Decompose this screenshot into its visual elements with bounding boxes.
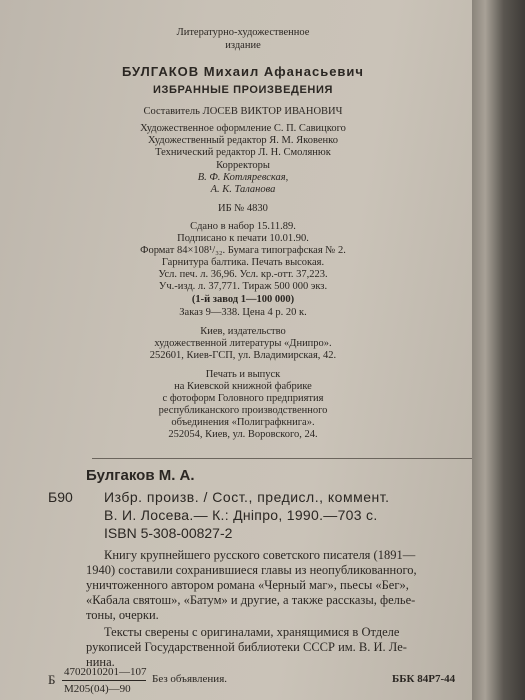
print-spec-line: Уч.-изд. л. 37,771. Тираж 500 000 экз. <box>158 281 328 292</box>
page-edge-shadow <box>472 0 525 700</box>
compiler: Составитель ЛОСЕВ ВИКТОР ИВАНОВИЧ <box>143 106 343 117</box>
catalog-description: В. И. Лосева.— К.: Днiпро, 1990.—703 с. <box>104 507 378 523</box>
publisher-line: Киев, издательство <box>200 326 286 337</box>
publisher-line: художественной литературы «Днипро». <box>154 338 332 349</box>
credit-line: Художественное оформление С. П. Савицкого <box>140 123 346 134</box>
bbk-code: ББК 84Р7-44 <box>392 673 456 685</box>
publisher-line: 252601, Киев-ГСП, ул. Владимирская, 42. <box>149 350 337 361</box>
annotation-line: тоны, очерки. <box>86 608 159 622</box>
catalog-author: Булгаков М. А. <box>86 467 195 484</box>
ib-number: ИБ № 4830 <box>218 203 268 214</box>
credit-line: Технический редактор Л. Н. Смолянюк <box>155 147 331 158</box>
printer-line: объединения «Полиграфкнига». <box>171 417 315 428</box>
footer-code-bottom: М205(04)—90 <box>64 683 131 695</box>
credit-line: А. К. Таланова <box>210 184 276 195</box>
printer-line: с фотоформ Головного предприятия <box>162 393 324 404</box>
section-divider <box>92 458 472 459</box>
print-spec-line: Заказ 9—338. Цена 4 р. 20 к. <box>179 307 307 318</box>
print-spec-line: Формат 84×108¹/₃₂. Бумага типографская № 2. <box>140 245 346 256</box>
author-name: БУЛГАКОВ Михаил Афанасьевич <box>122 64 364 79</box>
annotation-line: «Кабала святош», «Батум» и другие, а также рассказы, фелье- <box>86 593 416 607</box>
annotation-line: Книгу крупнейшего русского советского писателя (1891— <box>104 548 416 562</box>
printer-line: республиканского производственного <box>158 405 328 416</box>
annotation-line: рукописей Государственной библиотеки СССР им. В. И. Ле- <box>86 640 407 654</box>
printer-line: 252054, Киев, ул. Воровского, 24. <box>168 429 318 440</box>
catalog-description: Избр. произв. / Сост., предисл., коммент. <box>104 489 390 505</box>
printer-line: на Киевской книжной фабрике <box>174 381 312 392</box>
printer-line: Печать и выпуск <box>205 369 281 380</box>
catalog-index: Б90 <box>48 489 73 505</box>
print-spec-line: Гарнитура балтика. Печать высокая. <box>161 257 325 268</box>
annotation-line: нина. <box>86 655 115 669</box>
fraction-bar <box>62 680 146 681</box>
print-spec-line: Сдано в набор 15.11.89. <box>190 221 296 232</box>
print-spec-line: Подписано к печати 10.01.90. <box>177 233 309 244</box>
print-spec-line: (1-й завод 1—100 000) <box>191 294 295 305</box>
footer-code-top: 4702010201—107 <box>64 666 147 678</box>
credit-line: Корректоры <box>216 160 270 171</box>
footer-letter: Б <box>48 672 56 687</box>
genre-line-1: Литературно-художественное <box>176 27 310 38</box>
annotation-line: 1940) составили сохранившиеся главы из неопубликованного, <box>86 563 417 577</box>
book-title: ИЗБРАННЫЕ ПРОИЗВЕДЕНИЯ <box>153 84 333 96</box>
no-ads-note: Без объявления. <box>152 673 228 685</box>
credit-line: Художественный редактор Я. М. Яковенко <box>148 135 338 146</box>
genre-line-2: издание <box>225 40 261 51</box>
annotation-line: Тексты сверены с оригиналами, хранящимися в Отделе <box>104 625 400 639</box>
credit-line: В. Ф. Котляревская, <box>197 172 289 183</box>
print-spec-line: Усл. печ. л. 36,96. Усл. кр.-отт. 37,223. <box>158 269 328 280</box>
catalog-isbn: ISBN 5-308-00827-2 <box>104 525 233 541</box>
annotation-line: уничтоженного автором романа «Черный маг», пьесы «Бег», <box>86 578 409 592</box>
